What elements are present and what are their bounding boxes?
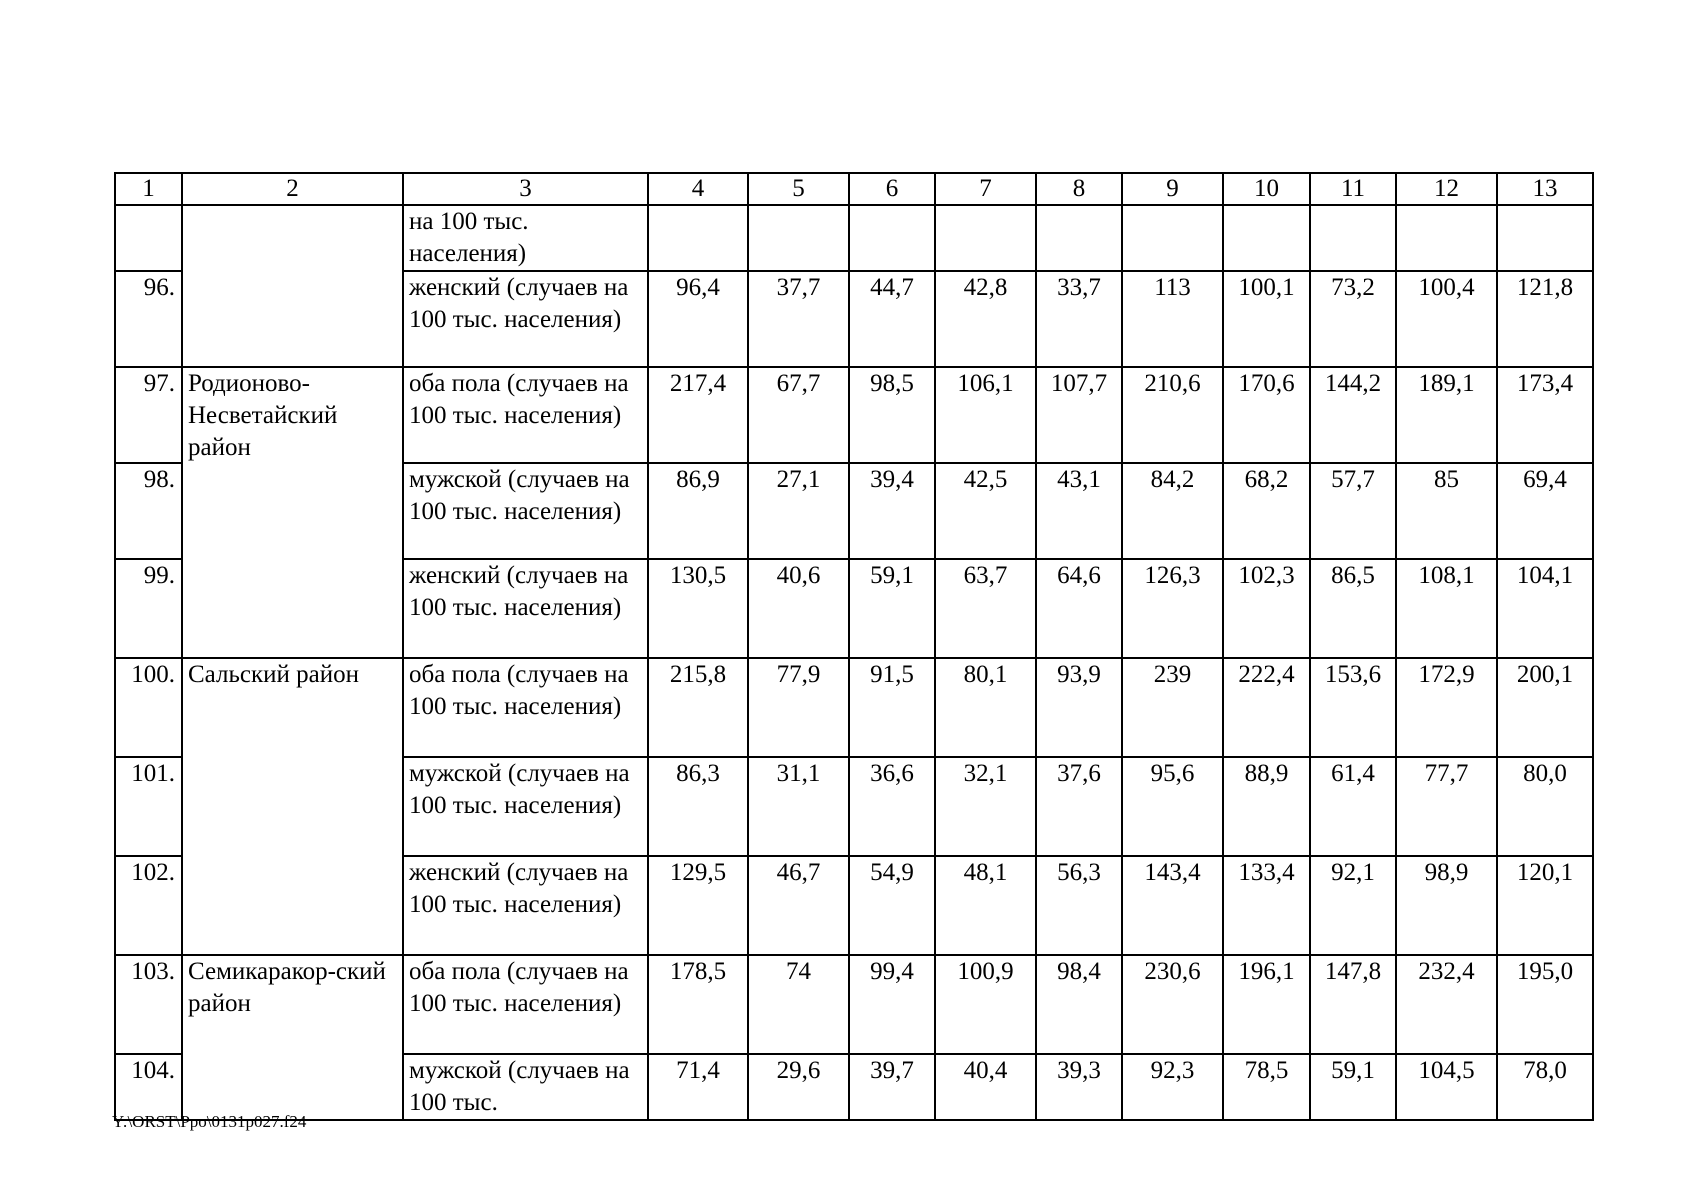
value-cell: 77,9 [748,658,849,757]
value-cell: 178,5 [648,955,748,1054]
district-name: Семикаракор-ский район [182,955,403,1120]
value-cell: 99,4 [849,955,935,1054]
value-cell: 98,9 [1396,856,1497,955]
value-cell: 27,1 [748,463,849,559]
value-cell: 133,4 [1223,856,1310,955]
table-row [115,367,1593,463]
value-cell: 144,2 [1310,367,1396,463]
value-cell: 61,4 [1310,757,1396,856]
value-cell: 210,6 [1122,367,1223,463]
value-cell: 113 [1122,271,1223,367]
value-cell: 74 [748,955,849,1054]
indicator-label: оба пола (случаев на 100 тыс. населения) [403,367,648,463]
indicator-label: на 100 тыс. населения) [403,205,648,271]
header-cell: 7 [935,173,1036,205]
value-cell: 86,9 [648,463,748,559]
value-cell: 126,3 [1122,559,1223,658]
header-cell: 6 [849,173,935,205]
row-number: 100. [115,658,182,757]
value-cell: 59,1 [849,559,935,658]
header-cell: 1 [115,173,182,205]
header-cell: 5 [748,173,849,205]
value-cell: 230,6 [1122,955,1223,1054]
header-cell: 11 [1310,173,1396,205]
value-cell: 68,2 [1223,463,1310,559]
row-number: 102. [115,856,182,955]
value-cell: 40,4 [935,1054,1036,1120]
value-cell: 86,5 [1310,559,1396,658]
indicator-label: женский (случаев на 100 тыс. населения) [403,271,648,367]
header-cell: 8 [1036,173,1122,205]
value-cell: 40,6 [748,559,849,658]
indicator-label: мужской (случаев на 100 тыс. [403,1054,648,1120]
indicator-label: мужской (случаев на 100 тыс. населения) [403,757,648,856]
value-cell: 106,1 [935,367,1036,463]
value-cell: 32,1 [935,757,1036,856]
value-cell [1223,205,1310,271]
table-row [115,955,1593,1054]
value-cell [1036,205,1122,271]
value-cell: 215,8 [648,658,748,757]
value-cell: 54,9 [849,856,935,955]
row-number: 99. [115,559,182,658]
header-cell: 13 [1497,173,1593,205]
value-cell: 217,4 [648,367,748,463]
indicator-label: мужской (случаев на 100 тыс. населения) [403,463,648,559]
table-header-row [115,173,1593,205]
value-cell: 80,0 [1497,757,1593,856]
row-number: 104. [115,1054,182,1120]
value-cell: 48,1 [935,856,1036,955]
value-cell [748,205,849,271]
row-number: 96. [115,271,182,367]
value-cell: 196,1 [1223,955,1310,1054]
table-row [115,658,1593,757]
value-cell: 42,8 [935,271,1036,367]
value-cell: 98,5 [849,367,935,463]
value-cell: 36,6 [849,757,935,856]
value-cell [935,205,1036,271]
data-table [114,172,1594,1121]
value-cell: 239 [1122,658,1223,757]
header-cell: 10 [1223,173,1310,205]
value-cell: 43,1 [1036,463,1122,559]
value-cell: 78,5 [1223,1054,1310,1120]
value-cell: 120,1 [1497,856,1593,955]
value-cell: 92,3 [1122,1054,1223,1120]
value-cell: 195,0 [1497,955,1593,1054]
header-cell: 3 [403,173,648,205]
value-cell: 37,6 [1036,757,1122,856]
value-cell: 222,4 [1223,658,1310,757]
value-cell: 121,8 [1497,271,1593,367]
value-cell: 92,1 [1310,856,1396,955]
value-cell [1497,205,1593,271]
row-number: 103. [115,955,182,1054]
value-cell: 172,9 [1396,658,1497,757]
table-row [115,205,1593,271]
value-cell: 88,9 [1223,757,1310,856]
value-cell: 69,4 [1497,463,1593,559]
value-cell: 143,4 [1122,856,1223,955]
value-cell: 64,6 [1036,559,1122,658]
indicator-label: женский (случаев на 100 тыс. населения) [403,559,648,658]
value-cell: 200,1 [1497,658,1593,757]
value-cell: 59,1 [1310,1054,1396,1120]
value-cell: 33,7 [1036,271,1122,367]
value-cell: 129,5 [648,856,748,955]
value-cell [1122,205,1223,271]
value-cell [1310,205,1396,271]
value-cell: 80,1 [935,658,1036,757]
row-number: 97. [115,367,182,463]
value-cell: 44,7 [849,271,935,367]
header-cell: 9 [1122,173,1223,205]
value-cell: 63,7 [935,559,1036,658]
indicator-label: женский (случаев на 100 тыс. населения) [403,856,648,955]
value-cell: 57,7 [1310,463,1396,559]
value-cell: 102,3 [1223,559,1310,658]
value-cell: 96,4 [648,271,748,367]
district-name: Сальский район [182,658,403,955]
value-cell: 78,0 [1497,1054,1593,1120]
value-cell: 104,5 [1396,1054,1497,1120]
district-name [182,205,403,367]
header-cell: 12 [1396,173,1497,205]
value-cell [849,205,935,271]
value-cell: 39,3 [1036,1054,1122,1120]
value-cell: 71,4 [648,1054,748,1120]
value-cell: 91,5 [849,658,935,757]
value-cell: 107,7 [1036,367,1122,463]
value-cell [648,205,748,271]
value-cell: 37,7 [748,271,849,367]
value-cell: 232,4 [1396,955,1497,1054]
value-cell: 31,1 [748,757,849,856]
value-cell: 73,2 [1310,271,1396,367]
footer-file-path: Y:\ORST\Ppo\0131p027.f24 [112,1112,307,1131]
header-cell: 4 [648,173,748,205]
row-number: 98. [115,463,182,559]
value-cell: 95,6 [1122,757,1223,856]
value-cell: 77,7 [1396,757,1497,856]
value-cell: 46,7 [748,856,849,955]
value-cell: 153,6 [1310,658,1396,757]
indicator-label: оба пола (случаев на 100 тыс. населения) [403,658,648,757]
value-cell: 67,7 [748,367,849,463]
row-number [115,205,182,271]
value-cell [1396,205,1497,271]
value-cell: 39,4 [849,463,935,559]
value-cell: 130,5 [648,559,748,658]
value-cell: 173,4 [1497,367,1593,463]
value-cell: 85 [1396,463,1497,559]
value-cell: 39,7 [849,1054,935,1120]
value-cell: 56,3 [1036,856,1122,955]
value-cell: 84,2 [1122,463,1223,559]
row-number: 101. [115,757,182,856]
value-cell: 100,4 [1396,271,1497,367]
value-cell: 100,1 [1223,271,1310,367]
value-cell: 100,9 [935,955,1036,1054]
value-cell: 42,5 [935,463,1036,559]
value-cell: 86,3 [648,757,748,856]
value-cell: 147,8 [1310,955,1396,1054]
value-cell: 98,4 [1036,955,1122,1054]
value-cell: 104,1 [1497,559,1593,658]
district-name: Родионово-Несветайский район [182,367,403,658]
value-cell: 93,9 [1036,658,1122,757]
value-cell: 170,6 [1223,367,1310,463]
header-cell: 2 [182,173,403,205]
value-cell: 189,1 [1396,367,1497,463]
value-cell: 108,1 [1396,559,1497,658]
value-cell: 29,6 [748,1054,849,1120]
indicator-label: оба пола (случаев на 100 тыс. населения) [403,955,648,1054]
